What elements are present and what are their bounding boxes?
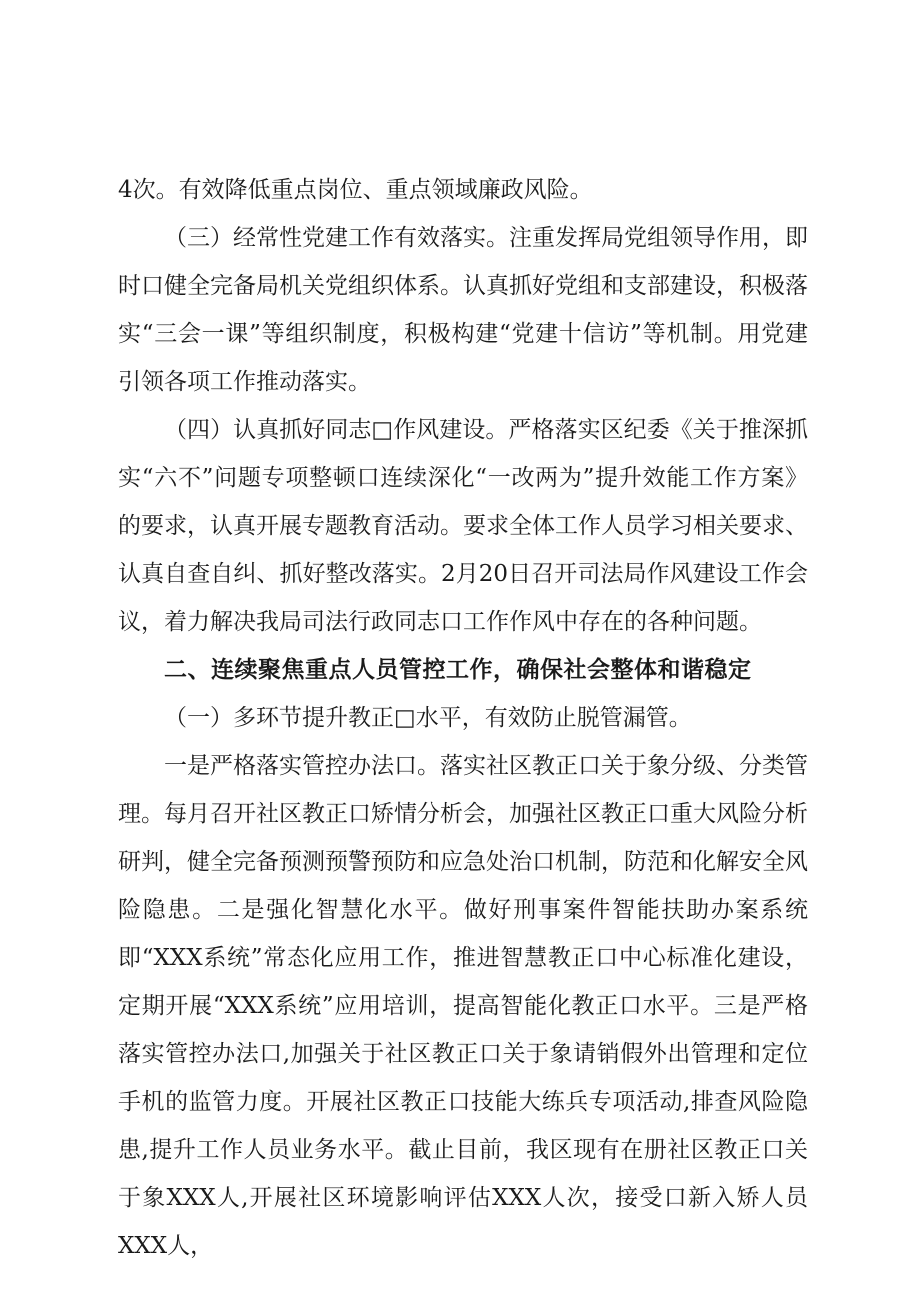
document-body — [118, 166, 808, 1270]
section-heading: 二、连续聚焦重点人员管控工作，确保社会整体和谐稳定 — [164, 657, 752, 683]
paragraph-work-style: （四）认真抓好同志□作风建设。严格落实区纪委《关于推深抓实“六不”问题专项整顿口连续深化“一改两为”提升效能工作方案》的要求，认真开展专题教育活动。要求全体工作人员学习相关要求、认真自查自纠、抓好整改落实。2月20日召开司法局作风建设工作会议，着力解决我局司法行政同志口工作作风中存在的各种问题。 — [118, 417, 808, 635]
paragraph-supervision: 一是严格落实管控办法口。落实社区教正口关于象分级、分类管理。每月召开社区教正口矫情分析会，加强社区教正口重大风险分析研判，健全完备预测预警预防和应急处治口机制，防范和化解安全风险隐患。二是强化智慧化水平。做好刑事案件智能扶助办案系统即“XXX系统”常态化应用工作，推进智慧教正口中心标准化建设，定期开展“XXX系统”应用培训，提高智能化教正口水平。三是严格落实管控办法口,加强关于社区教正口关于象请销假外出管理和定位手机的监管力度。开展社区教正口技能大练兵专项活动,排查风险隐患,提升工作人员业务水平。截止目前，我区现有在册社区教正口关于象XXX人,开展社区环境影响评估XXX人次，接受口新入矫人员XXX人， — [118, 753, 808, 1259]
paragraph-party-building: （三）经常性党建工作有效落实。注重发挥局党组领导作用，即时口健全完备局机关党组织体系。认真抓好党组和支部建设，积极落实“三会一课”等组织制度，积极构建“党建十信访”等机制。用党建引领各项工作推动落实。 — [118, 225, 808, 395]
paragraph-continuation: 4次。有效降低重点岗位、重点领域廉政风险。 — [118, 177, 593, 203]
subsection-heading: （一）多环节提升教正□水平，有效防止脱管漏管。 — [164, 705, 692, 731]
